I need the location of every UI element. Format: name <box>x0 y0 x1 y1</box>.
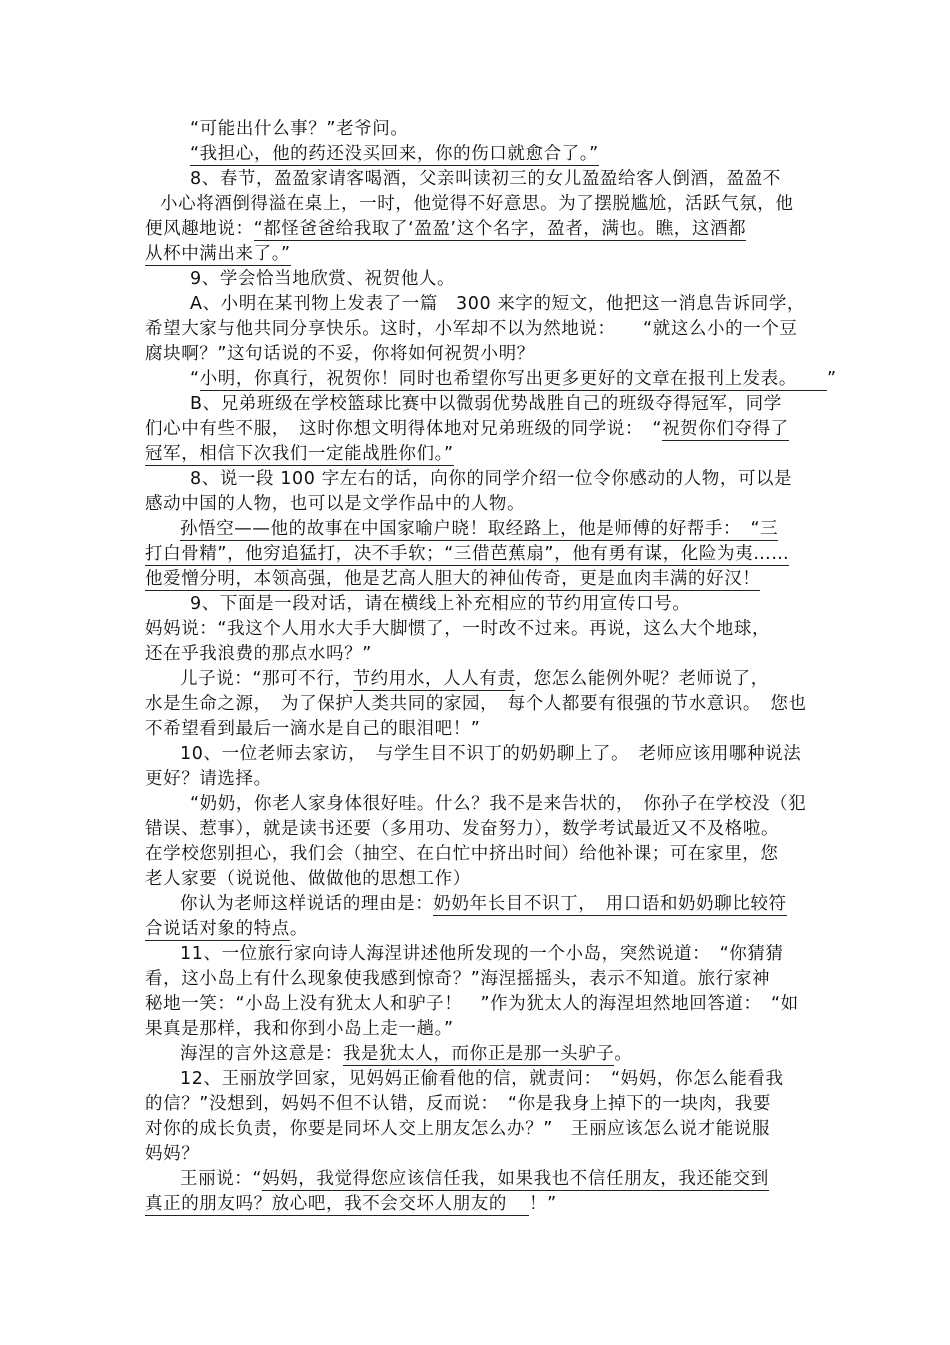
text-line: 12、王丽放学回家，见妈妈正偷看他的信，就责问： “妈妈，你怎么能看我 <box>180 1069 784 1089</box>
text-line: 更好？请选择。 <box>145 769 272 789</box>
text-line: 对你的成长负责，你要是同坏人交上朋友怎么办？” 王丽应该怎么说才能说服 <box>145 1119 771 1139</box>
answer-underline: 奶奶年长目不识丁， 用口语和奶奶聊比较符 <box>433 894 787 914</box>
text-line: 8、说一段 100 字左右的话，向你的同学介绍一位令你感动的人物，可以是 <box>190 469 793 489</box>
answer-underline: “都怪爸爸给我取了‘盈盈’这个名字，盈者，满也。瞧，这酒都 <box>253 219 747 239</box>
text-line: 腐块啊？”这句话说的不妥，你将如何祝贺小明？ <box>145 344 535 364</box>
answer-underline: 祝贺你们夺得了 <box>662 419 789 439</box>
answer-underline: 小明，你真行，祝贺你！同时也希望你写出更多更好的文章在报刊上发表。 <box>199 369 797 389</box>
text-line: 10、一位老师去家访， 与学生目不识丁的奶奶聊上了。 老师应该用哪种说法 <box>180 744 802 764</box>
answer-underline: 节约用水，人人有责 <box>352 669 516 689</box>
answer-underline: 合说话对象的特点 <box>145 919 290 939</box>
text-line: 海涅的言外这意是：我是犹太人，而你正是那一头驴子。 <box>180 1044 633 1064</box>
text-line: “奶奶，你老人家身体很好哇。什么？我不是来告状的， 你孙子在学校没（犯 <box>190 794 807 814</box>
text-line: 老人家要（说说他、做做他的思想工作） <box>145 869 471 889</box>
text-line: B、兄弟班级在学校篮球比赛中以微弱优势战胜自己的班级夺得冠军，同学 <box>190 394 782 414</box>
text-line: 错误、惹事），就是读书还要（多用功、发奋努力），数学考试最近又不及格啦。 <box>145 819 780 839</box>
text-line: 的信？”没想到，妈妈不但不认错，反而说： “你是我身上掉下的一块肉，我要 <box>145 1094 771 1114</box>
text-line: 不希望看到最后一滴水是自己的眼泪吧！” <box>145 719 481 739</box>
text-line: “小明，你真行，祝贺你！同时也希望你写出更多更好的文章在报刊上发表。 ” <box>190 369 837 389</box>
text-line: 9、下面是一段对话，请在横线上补充相应的节约用宣传口号。 <box>190 594 691 614</box>
text-line: 打白骨精”，他穷追猛打，决不手软；“三借芭蕉扇”，他有勇有谋，化险为夷…… <box>145 544 790 564</box>
text-line: 从杯中满出来了。” <box>145 244 291 264</box>
text-line: 8、春节，盈盈家请客喝酒，父亲叫读初三的女儿盈盈给客人倒酒，盈盈不 <box>190 169 781 189</box>
answer-underline: 妈妈，我觉得您应该信任我，如果我也不信任朋友，我还能交到 <box>262 1169 769 1189</box>
text-line: 便风趣地说：“都怪爸爸给我取了‘盈盈’这个名字，盈者，满也。瞧，这酒都 <box>145 219 747 239</box>
text-line: 看，这小岛上有什么现象使我感到惊奇？”海涅摇摇头，表示不知道。旅行家神 <box>145 969 771 989</box>
text-line: 果真是那样，我和你到小岛上走一趟。” <box>145 1019 454 1039</box>
text-line: 妈妈说：“我这个人用水大手大脚惯了，一时改不过来。再说，这么大个地球， <box>145 619 771 639</box>
text-line: 水是生命之源， 为了保护人类共同的家园， 每个人都要有很强的节水意识。 您也 <box>145 694 807 714</box>
text-line: 他爱憎分明，本领高强，他是艺高人胆大的神仙传奇，更是血肉丰满的好汉！ <box>145 569 761 589</box>
text-line: 感动中国的人物，也可以是文学作品中的人物。 <box>145 494 526 514</box>
text-line: 真正的朋友吗？放心吧，我不会交坏人朋友的 ！” <box>145 1194 557 1214</box>
text-line: 希望大家与他共同分享快乐。这时，小军却不以为然地说： “就这么小的一个豆 <box>145 319 798 339</box>
text-line: 冠军，相信下次我们一定能战胜你们。” <box>145 444 454 464</box>
text-line: 王丽说：“妈妈，我觉得您应该信任我，如果我也不信任朋友，我还能交到 <box>180 1169 769 1189</box>
text-line: 合说话对象的特点。 <box>145 919 308 939</box>
text-line: “可能出什么事？”老爷问。 <box>190 119 409 139</box>
text-line: “我担心，他的药还没买回来，你的伤口就愈合了。” <box>190 144 599 164</box>
text-line: 11、一位旅行家向诗人海涅讲述他所发现的一个小岛，突然说道： “你猜猜 <box>180 944 784 964</box>
text-line: 儿子说：“那可不行，节约用水，人人有责，您怎么能例外呢？老师说了， <box>180 669 769 689</box>
text-line: 9、学会恰当地欣赏、祝贺他人。 <box>190 269 456 289</box>
text-line: 妈妈？ <box>145 1144 200 1164</box>
text-line: 们心中有些不服， 这时你想文明得体地对兄弟班级的同学说： “祝贺你们夺得了 <box>145 419 789 439</box>
text-line: 小心将酒倒得溢在桌上，一时，他觉得不好意思。为了摆脱尴尬，活跃气氛，他 <box>160 194 794 214</box>
text-line: 在学校您别担心，我们会（抽空、在白忙中挤出时间）给他补课；可在家里，您 <box>145 844 779 864</box>
text-line: 孙悟空——他的故事在中国家喻户晓！取经路上，他是师傅的好帮手： “三 <box>180 519 779 539</box>
text-line: 秘地一笑：“小岛上没有犹太人和驴子！ ”作为犹太人的海涅坦然地回答道： “如 <box>145 994 799 1014</box>
answer-underline: 我是犹太人，而你正是那一头驴子 <box>342 1044 615 1064</box>
answer-underline: 真正的朋友吗？放心吧，我不会交坏人朋友的 <box>145 1194 507 1214</box>
text-line: A、小明在某刊物上发表了一篇 300 来字的短文，他把这一消息告诉同学， <box>190 294 806 314</box>
text-line: 你认为老师这样说话的理由是：奶奶年长目不识丁， 用口语和奶奶聊比较符 <box>180 894 787 914</box>
text-line: 还在乎我浪费的那点水吗？” <box>145 644 372 664</box>
